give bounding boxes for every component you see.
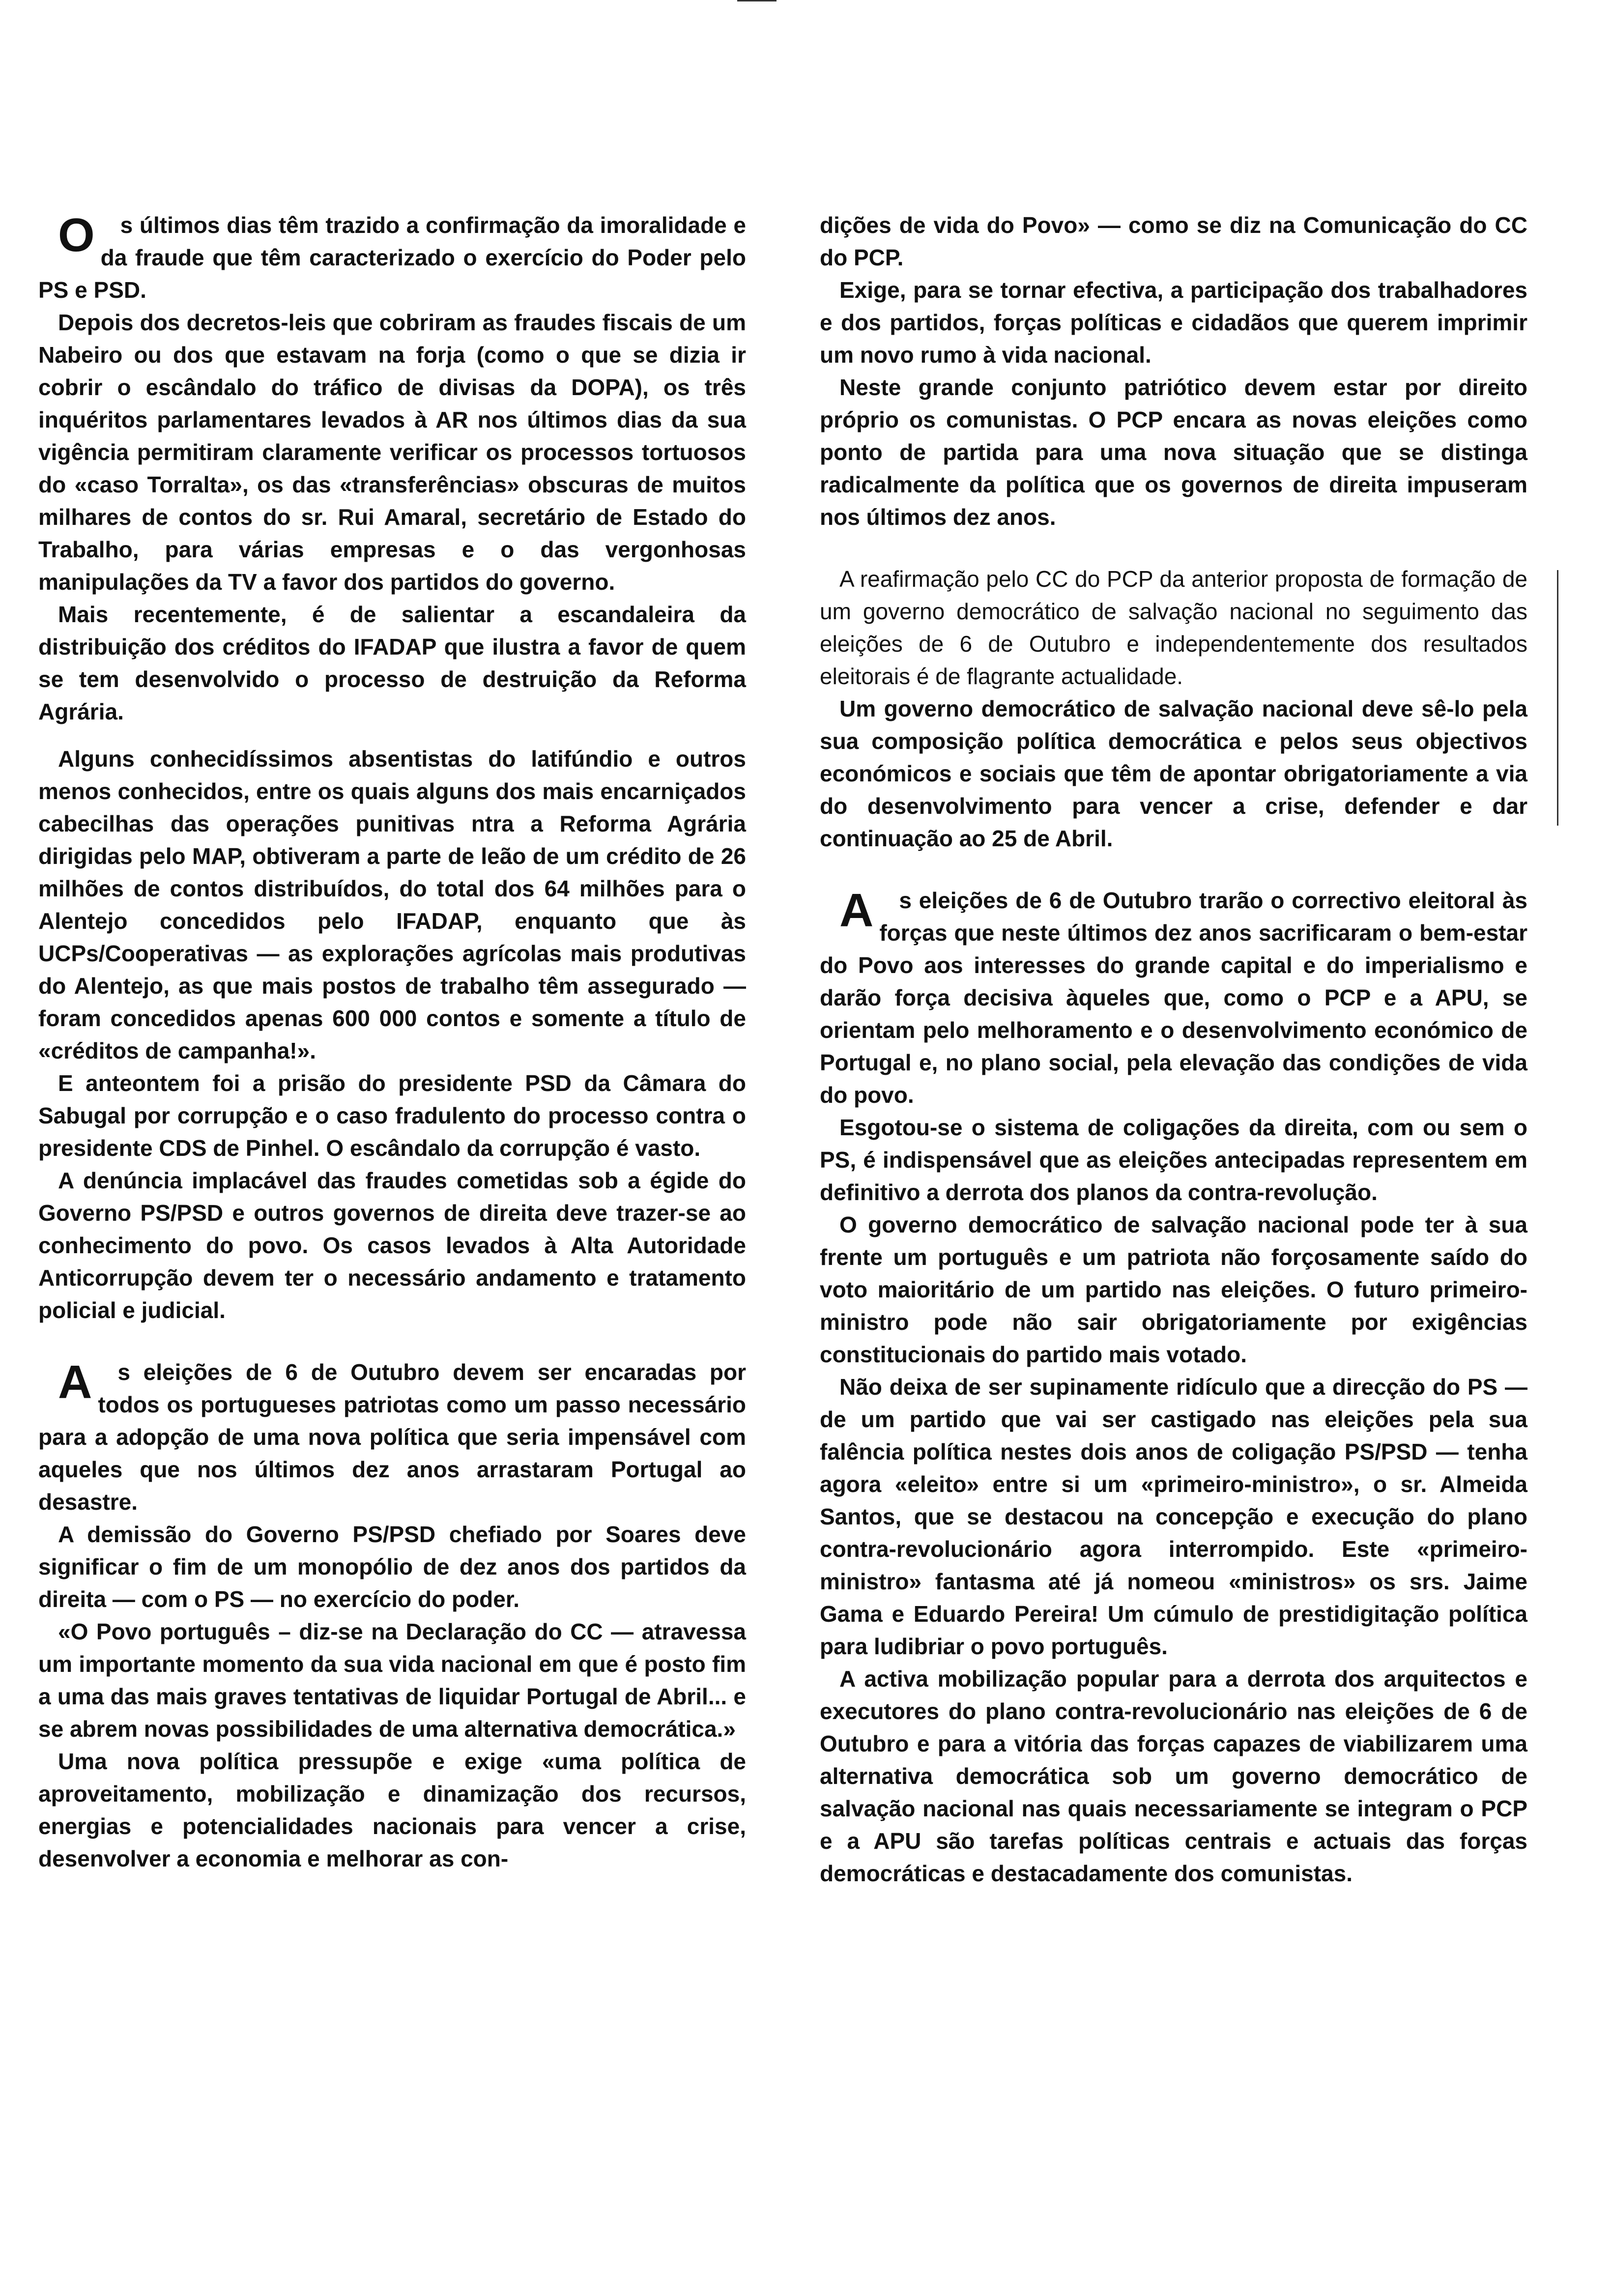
paragraph: A demissão do Governo PS/PSD chefiado por Soares deve significar o fim de um monopólio de dez anos dos partidos da direita — com o PS — no exercício do poder. bbox=[38, 1521, 746, 1612]
top-edge-mark bbox=[737, 0, 777, 1]
paragraph: Depois dos decretos-leis que cobriram as fraudes fiscais de um Nabeiro ou dos que estavam na forja (como o que se dizia ir cobrir o escândalo do tráfico de divisas da DOPA), os três inquéritos parlamentares levados à AR nos últimos dias da sua vigência permitiram claramente verificar os processos tortuosos do «caso Torralta», os das «transferências» obscuras de muitos milhares de contos do sr. Rui Amaral, secretário de Estado do Trabalho, para várias empresas e o das vergonhosas manipulações da TV a favor dos partidos do governo. bbox=[38, 310, 746, 595]
paragraph: E anteontem foi a prisão do presidente PSD da Câmara do Sabugal por corrupção e o caso fradulento do processo contra o presidente CDS de Pinhel. O escândalo da corrupção é vasto. bbox=[38, 1070, 746, 1161]
paragraph bbox=[820, 884, 1527, 1111]
paragraph: Um governo democrático de salvação nacional deve sê-lo pela sua composição política democrática e pelos seus objectivos económicos e sociais que têm de apontar obrigatoriamente a via do desenvolvimento para vencer a crise, defender e dar continuação ao 25 de Abril. bbox=[820, 696, 1527, 851]
paragraph-text: s eleições de 6 de Outubro devem ser encaradas por todos os portugueses patriotas como um passo necessário para a adopção de uma nova política que seria impensável com aqueles que nos últimos dez anos arrastaram Portugal ao desastre. bbox=[38, 1359, 746, 1515]
paragraph: Exige, para se tornar efectiva, a participação dos trabalhadores e dos partidos, forças políticas e cidadãos que querem imprimir um novo rumo à vida nacional. bbox=[820, 277, 1527, 368]
right-column bbox=[820, 209, 1527, 1890]
right-margin-rule bbox=[1557, 570, 1558, 826]
paragraph-text: s últimos dias têm trazido a confirmação da imoralidade e da fraude que têm caracterizado o exercício do Poder pelo PS e PSD. bbox=[38, 212, 746, 303]
drop-cap: O bbox=[58, 209, 95, 261]
paragraph bbox=[38, 1356, 746, 1518]
drop-cap: A bbox=[839, 884, 874, 937]
paragraph bbox=[38, 209, 746, 306]
paragraph: dições de vida do Povo» — como se diz na Comunicação do CC do PCP. bbox=[820, 212, 1527, 270]
paragraph: Esgotou-se o sistema de coligações da direita, com ou sem o PS, é indispensável que as eleições antecipadas representem em definitivo a derrota dos planos da contra-revolução. bbox=[820, 1115, 1527, 1205]
paragraph: O governo democrático de salvação nacional pode ter à sua frente um português e um patriota não forçosamente saído do voto maioritário de um partido nas eleições. O futuro primeiro-ministro pode não sair obrigatoriamente por exigências constitucionais do partido mais votado. bbox=[820, 1212, 1527, 1367]
paragraph: Neste grande conjunto patriótico devem estar por direito próprio os comunistas. O PCP encara as novas eleições como ponto de partida para uma nova situação que se distinga radicalmente da política que os governos de direita impuseram nos últimos dez anos. bbox=[820, 374, 1527, 530]
paragraph: A activa mobilização popular para a derrota dos arquitectos e executores do plano contra-revolucionário nas eleições de 6 de Outubro e para a vitória das forças capazes de viabilizarem uma alternativa democrática sob um governo democrático de salvação nacional nas quais necessariamente se integram o PCP e a APU são tarefas políticas centrais e actuais das forças democráticas e destacadamente dos comunistas. bbox=[820, 1666, 1527, 1886]
paragraph-text: s eleições de 6 de Outubro trarão o correctivo eleitoral às forças que neste últimos dez anos sacrificaram o bem-estar do Povo aos interesses do grande capital e do imperialismo e darão força decisiva àqueles que, como o PCP e a APU, se orientam pelo melhoramento e o desenvolvimento económico de Portugal e, no plano social, pela elevação das condições de vida do povo. bbox=[820, 888, 1527, 1108]
paragraph: A reafirmação pelo CC do PCP da anterior proposta de formação de um governo democrático de salvação nacional no seguimento das eleições de 6 de Outubro e independentemente dos resultados eleitorais é de flagrante actualidade. bbox=[820, 566, 1527, 689]
left-column bbox=[38, 209, 746, 1875]
paragraph: Alguns conhecidíssimos absentistas do latifúndio e outros menos conhecidos, entre os quais alguns dos mais encarniçados cabecilhas das operações punitivas ntra a Reforma Agrária dirigidas pelo MAP, obtiveram a parte de leão de um crédito de 26 milhões de contos distribuídos, do total dos 64 milhões para o Alentejo concedidos pelo IFADAP, enquanto que às UCPs/Cooperativas — as explorações agrícolas mais produtivas do Alentejo, as que mais postos de trabalho têm assegurado — foram concedidos apenas 600 000 contos e somente a título de «créditos de campanha!». bbox=[38, 746, 746, 1063]
drop-cap: A bbox=[58, 1356, 92, 1408]
paragraph: A denúncia implacável das fraudes cometidas sob a égide do Governo PS/PSD e outros governos de direita deve trazer-se ao conhecimento do povo. Os casos levados à Alta Autoridade Anticorrupção devem ter o necessário andamento e tratamento policial e judicial. bbox=[38, 1168, 746, 1323]
paragraph: Uma nova política pressupõe e exige «uma política de aproveitamento, mobilização e dinamização dos recursos, energias e potencialidades nacionais para vencer a crise, desenvolver a economia e melhorar as con- bbox=[38, 1749, 746, 1871]
paragraph: Mais recentemente, é de salientar a escandaleira da distribuição dos créditos do IFADAP que ilustra a favor de quem se tem desenvolvido o processo de destruição da Reforma Agrária. bbox=[38, 602, 746, 724]
paragraph: «O Povo português – diz-se na Declaração do CC — atravessa um importante momento da sua vida nacional em que é posto fim a uma das mais graves tentativas de liquidar Portugal de Abril... e se abrem novas possibilidades de uma alternativa democrática.» bbox=[38, 1619, 746, 1742]
paragraph: Não deixa de ser supinamente ridículo que a direcção do PS — de um partido que vai ser castigado nas eleições pela sua falência política nestes dois anos de coligação PS/PSD — tenha agora «eleito» entre si um «primeiro-ministro», o sr. Almeida Santos, que se destacou na concepção e execução do plano contra-revolucionário agora interrompido. Este «primeiro-ministro» fantasma até já nomeou «ministros» os srs. Jaime Gama e Eduardo Pereira! Um cúmulo de prestidigitação política para ludibriar o povo português. bbox=[820, 1374, 1527, 1659]
